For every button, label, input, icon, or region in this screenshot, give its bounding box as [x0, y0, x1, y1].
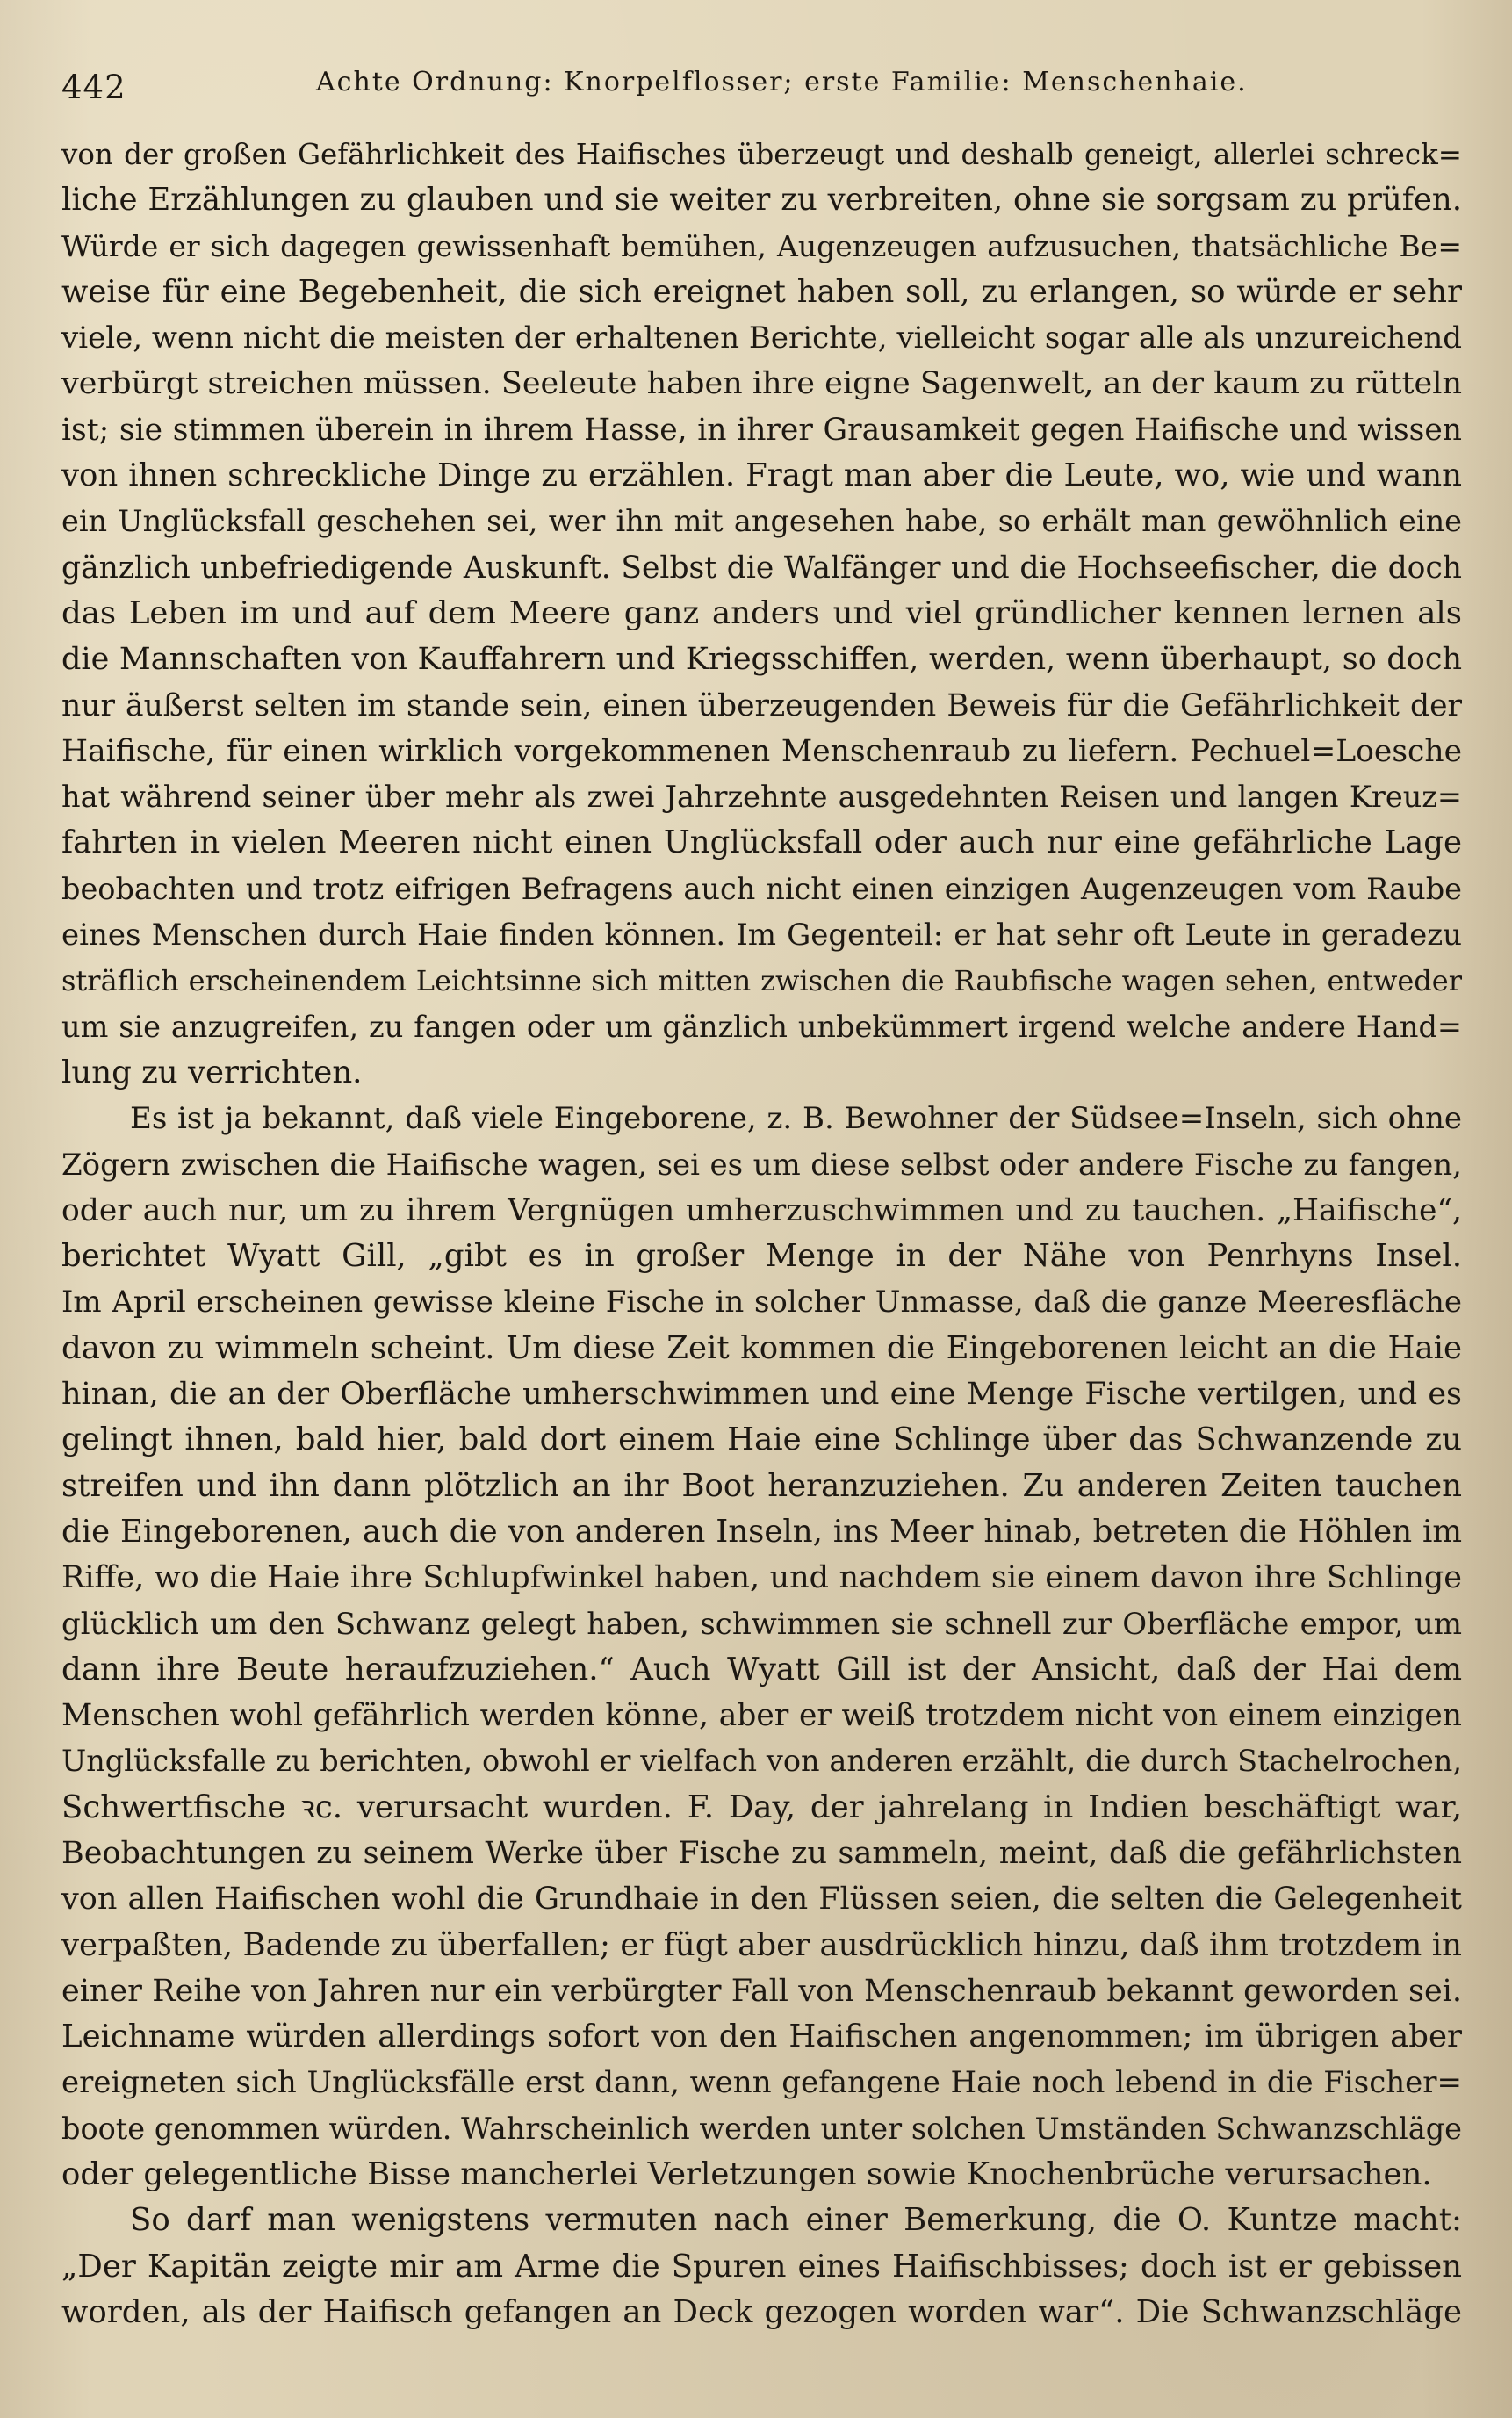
text-line: boote genommen würden. Wahrscheinlich werden unter solchen Umständen Schwanzschläge: [61, 2111, 1462, 2146]
text-line: Beobachtungen zu seinem Werke über Fische zu sammeln, meint, daß die gefährlichsten: [61, 1835, 1462, 1871]
text-line: glücklich um den Schwanz gelegt haben, schwimmen sie schnell zur Oberfläche empor, um: [61, 1606, 1462, 1642]
text-line: ein Unglücksfall geschehen sei, wer ihn mit angesehen habe, so erhält man gewöhnlich eine: [61, 504, 1462, 539]
page-number: 442: [61, 68, 126, 106]
text-line: von ihnen schreckliche Dinge zu erzählen. Fragt man aber die Leute, wo, wie und wann: [61, 457, 1462, 494]
text-line: um sie anzugreifen, zu fangen oder um gänzlich unbekümmert irgend welche andere Hand=: [61, 1009, 1462, 1044]
text-line: Schwertfische ꝛc. verursacht wurden. F. Day, der jahrelang in Indien beschäftigt war,: [61, 1788, 1462, 1825]
text-line: Würde er sich dagegen gewissenhaft bemühen, Augenzeugen aufzusuchen, thatsächliche Be=: [61, 228, 1462, 263]
text-line: Haifische, für einen wirklich vorgekommenen Menschenraub zu liefern. Pechuel=Loesche: [61, 733, 1462, 769]
text-line: oder auch nur, um zu ihrem Vergnügen umherzuschwimmen und zu tauchen. „Haifische“,: [61, 1192, 1462, 1228]
text-line: Zögern zwischen die Haifische wagen, sei es um diese selbst oder andere Fische zu fangen,: [61, 1147, 1462, 1183]
text-line-paragraph-end: oder gelegentliche Bisse mancherlei Verletzungen sowie Knochenbrüche verursachen.: [61, 2156, 1432, 2193]
text-line: verbürgt streichen müssen. Seeleute haben ihre eigne Sagenwelt, an der kaum zu rütteln: [61, 366, 1462, 402]
text-line: einer Reihe von Jahren nur ein verbürgter Fall von Menschenraub bekannt geworden sei.: [61, 1973, 1462, 2009]
text-line: Unglücksfalle zu berichten, obwohl er vielfach von anderen erzählt, die durch Stachelrochen,: [61, 1744, 1462, 1779]
text-line: von allen Haifischen wohl die Grundhaie in den Flüssen seien, die selten die Gelegenheit: [61, 1882, 1462, 1918]
text-line: viele, wenn nicht die meisten der erhaltenen Berichte, vielleicht sogar alle als unzureichend: [61, 320, 1462, 356]
text-line: die Mannschaften von Kauffahrern und Kriegsschiffen, werden, wenn überhaupt, so doch: [61, 642, 1462, 678]
text-line: Riffe, wo die Haie ihre Schlupfwinkel haben, und nachdem sie einem davon ihre Schlinge: [61, 1560, 1462, 1596]
text-line: dann ihre Beute heraufzuziehen.“ Auch Wyatt Gill ist der Ansicht, daß der Hai dem: [61, 1651, 1462, 1688]
text-line: Im April erscheinen gewisse kleine Fische in solcher Unmasse, daß die ganze Meeresfläche: [61, 1285, 1462, 1321]
text-line: verpaßten, Badende zu überfallen; er fügt aber ausdrücklich hinzu, daß ihm trotzdem in: [61, 1926, 1462, 1963]
text-line: ist; sie stimmen überein in ihrem Hasse, in ihrer Grausamkeit gegen Haifische und wissen: [61, 412, 1462, 448]
page-header: [61, 54, 1466, 116]
text-line: sträflich erscheinendem Leichtsinne sich mitten zwischen die Raubfische wagen sehen, entweder: [61, 964, 1462, 998]
text-line: streifen und ihn dann plötzlich an ihr Boot heranzuziehen. Zu anderen Zeiten tauchen: [61, 1467, 1462, 1504]
body-text: [61, 132, 1462, 2335]
text-line: die Eingeborenen, auch die von anderen Inseln, ins Meer hinab, betreten die Höhlen im: [61, 1513, 1462, 1550]
text-line: ereigneten sich Unglücksfälle erst dann, wenn gefangene Haie noch lebend in die Fischer=: [61, 2065, 1462, 2101]
text-line-paragraph-start: Es ist ja bekannt, daß viele Eingeborene, z. B. Bewohner der Südsee=Inseln, sich ohne: [130, 1101, 1462, 1137]
text-line: liche Erzählungen zu glauben und sie weiter zu verbreiten, ohne sie sorgsam zu prüfen.: [61, 182, 1462, 219]
running-head: Achte Ordnung: Knorpelflosser; erste Familie: Menschenhaie.: [316, 67, 1248, 97]
text-line: worden, als der Haifisch gefangen an Deck gezogen worden war“. Die Schwanzschläge: [61, 2293, 1462, 2330]
text-line: von der großen Gefährlichkeit des Haifisches überzeugt und deshalb geneigt, allerlei schreck=: [61, 138, 1462, 171]
text-line: weise für eine Begebenheit, die sich ereignet haben soll, zu erlangen, so würde er sehr: [61, 273, 1462, 310]
text-line: fahrten in vielen Meeren nicht einen Unglücksfall oder auch nur eine gefährliche Lage: [61, 824, 1462, 861]
text-line: nur äußerst selten im stande sein, einen überzeugenden Beweis für die Gefährlichkeit der: [61, 687, 1462, 723]
text-line: „Der Kapitän zeigte mir am Arme die Spuren eines Haifischbisses; doch ist er gebissen: [61, 2248, 1462, 2285]
text-line-paragraph-start: So darf man wenigstens vermuten nach einer Bemerkung, die O. Kuntze macht:: [130, 2202, 1462, 2239]
text-line: Leichname würden allerdings sofort von den Haifischen angenommen; im übrigen aber: [61, 2019, 1462, 2055]
text-line: berichtet Wyatt Gill, „gibt es in großer Menge in der Nähe von Penrhyns Insel.: [61, 1238, 1462, 1275]
text-line-paragraph-end: lung zu verrichten.: [61, 1054, 363, 1090]
text-line: Menschen wohl gefährlich werden könne, aber er weiß trotzdem nicht von einem einzigen: [61, 1698, 1462, 1734]
text-line: eines Menschen durch Haie finden können. Im Gegenteil: er hat sehr oft Leute in geradezu: [61, 918, 1462, 954]
text-line: gelingt ihnen, bald hier, bald dort einem Haie eine Schlinge über das Schwanzende zu: [61, 1421, 1462, 1458]
text-line: gänzlich unbefriedigende Auskunft. Selbst die Walfänger und die Hochseefischer, die doch: [61, 550, 1462, 586]
text-line: das Leben im und auf dem Meere ganz anders und viel gründlicher kennen lernen als: [61, 594, 1462, 631]
text-line: hinan, die an der Oberfläche umherschwimmen und eine Menge Fische vertilgen, und es: [61, 1377, 1462, 1413]
text-line: hat während seiner über mehr als zwei Jahrzehnte ausgedehnten Reisen und langen Kreuz=: [61, 780, 1462, 815]
text-line: davon zu wimmeln scheint. Um diese Zeit kommen die Eingeborenen leicht an die Haie: [61, 1329, 1462, 1366]
text-line: beobachten und trotz eifrigen Befragens auch nicht einen einzigen Augenzeugen vom Raube: [61, 871, 1462, 906]
